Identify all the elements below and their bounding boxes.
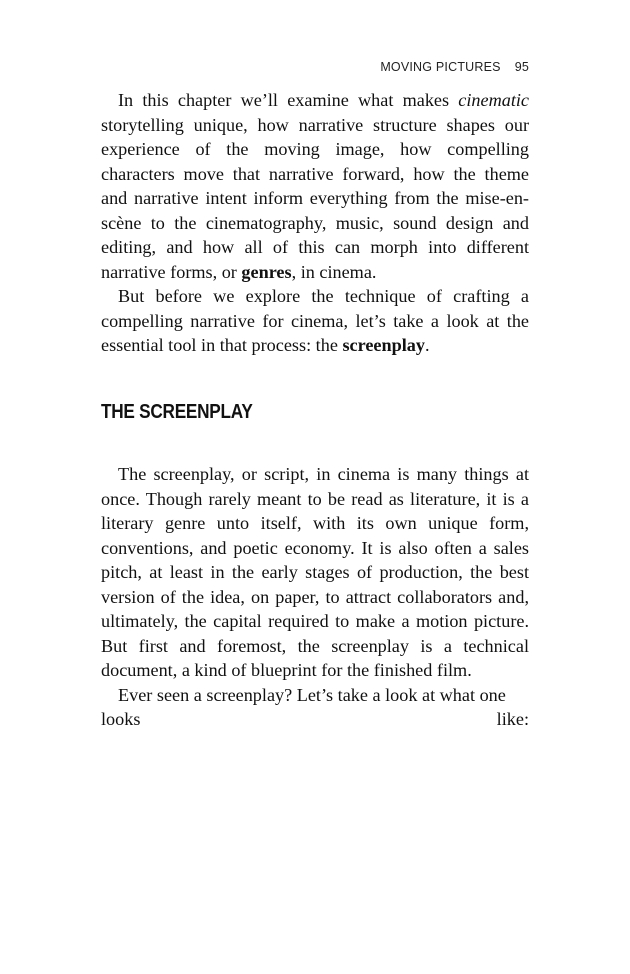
page-number: 95 [514,60,529,74]
section-text [101,462,529,732]
italic-term-cinematic: cinematic [458,90,529,110]
text-run: But before we explore the technique of crafting a compelling narrative for cinema, let’s take a look at the essential tool in that process: the [101,286,529,355]
intro-paragraph-1 [101,88,529,284]
text-run: looks [101,709,141,729]
bold-term-screenplay: screenplay [342,335,425,355]
text-run: like: [496,709,529,729]
running-head [380,59,529,75]
intro-text [101,88,529,358]
text-run: Ever seen a screenplay? Let’s take a look at what one [118,684,506,705]
text-run: , in cinema. [291,261,377,282]
section-paragraph-2-last-line [101,707,529,732]
section-heading: THE SCREENPLAY [101,401,253,423]
intro-paragraph-2 [101,284,529,358]
section-paragraph-1: The screenplay, or script, in cinema is many things at once. Though rarely meant to be read as literature, it is a literary genre unto itself, with its own unique form, conventions, and poetic economy. It is also often a sales pitch, at least in the early stages of production, the best version of the idea, on paper, to attract collaborators and, ultimately, the capital required to make a motion picture. But first and foremost, the screenplay is a technical document, a kind of blueprint for the finished film. [101,464,529,680]
text-run: storytelling unique, how narrative structure shapes our experience of the moving image, how compelling characters move that narrative forward, how the theme and narrative intent inform everything from the mise-en-scène to the cinematography, music, sound design and editing, and how all of this can morph into different narrative forms, or [101,114,529,282]
running-title: MOVING PICTURES [380,60,501,74]
text-run: In this chapter we’ll examine what makes [118,90,459,110]
bold-term-genres: genres [241,261,292,282]
text-run: . [424,335,430,355]
section-paragraph-2 [101,683,529,708]
